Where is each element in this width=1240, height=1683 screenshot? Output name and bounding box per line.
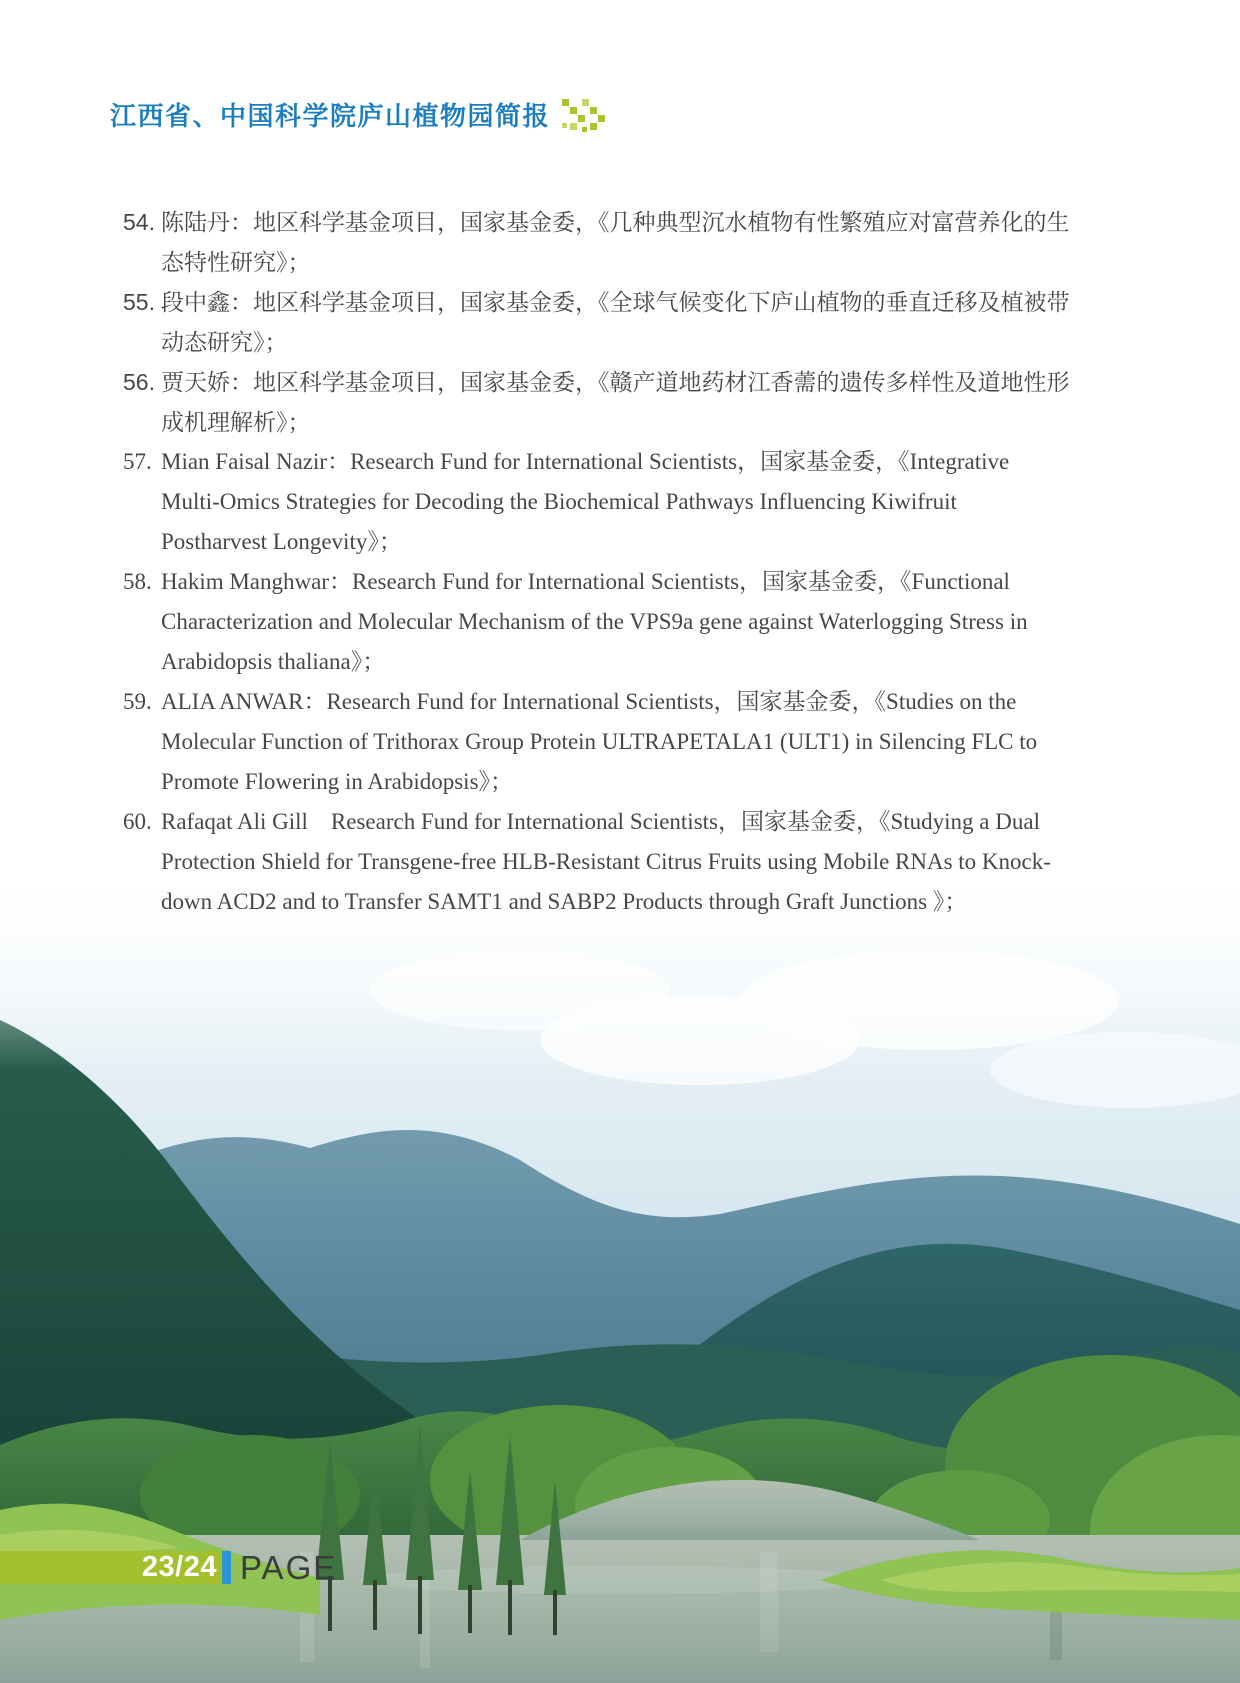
item-number: 56.: [123, 369, 155, 395]
item-text: Protection Shield for Transgene-free HLB-Resistant Citrus Fruits using Mobile RNAs to Knock-: [161, 849, 1051, 874]
list-item-line: [123, 882, 1083, 922]
list-item-line: [123, 282, 1083, 322]
list-item-line: [123, 842, 1083, 882]
item-text: Hakim Manghwar：Research Fund for International Scientists，国家基金委，《Functional: [161, 569, 1010, 594]
item-number: [123, 522, 161, 562]
item-number: [123, 482, 161, 522]
page-number: 23/24: [141, 1551, 217, 1583]
list-item-line: [123, 202, 1083, 242]
divider-bar: [222, 1551, 231, 1584]
item-text: ALIA ANWAR：Research Fund for International Scientists，国家基金委，《Studies on the: [161, 689, 1017, 714]
list-item-line: [123, 682, 1083, 722]
item-number: 55.: [123, 289, 155, 315]
list-item-line: [123, 362, 1083, 402]
list-item-line: [123, 402, 1083, 442]
project-list: [123, 202, 1083, 922]
item-number: [123, 722, 161, 762]
page-number-bar: [0, 1551, 222, 1584]
item-text: Molecular Function of Trithorax Group Protein ULTRAPETALA1 (ULT1) in Silencing FLC to: [161, 729, 1038, 754]
item-number: 54.: [123, 209, 155, 235]
item-number: 59.: [123, 689, 152, 714]
item-text: 陈陆丹：地区科学基金项目，国家基金委，《几种典型沉水植物有性繁殖应对富营养化的生: [161, 209, 1070, 235]
item-number: [123, 602, 161, 642]
item-number: 57.: [123, 449, 152, 474]
item-text: 贾天娇：地区科学基金项目，国家基金委，《赣产道地药材江香薷的遗传多样性及道地性形: [161, 369, 1070, 395]
item-number: 58.: [123, 569, 152, 594]
item-text: Rafaqat Ali Gill Research Fund for International Scientists，国家基金委，《Studying a Dual: [161, 809, 1040, 834]
item-text: 动态研究》；: [161, 329, 288, 355]
list-item-line: [123, 322, 1083, 362]
item-text: down ACD2 and to Transfer SAMT1 and SABP2 Products through Graft Junctions 》；: [161, 889, 968, 914]
item-number: [123, 882, 161, 922]
item-text: 成机理解析》；: [161, 409, 311, 435]
list-item-line: [123, 602, 1083, 642]
item-text: Characterization and Molecular Mechanism of the VPS9a gene against Waterlogging Stress in: [161, 609, 1028, 634]
list-item-line: [123, 242, 1083, 282]
item-number: [123, 242, 161, 282]
list-item-line: [123, 642, 1083, 682]
double-chevron-icon: [562, 97, 606, 133]
item-number: [123, 762, 161, 802]
item-number: [123, 322, 161, 362]
item-number: [123, 402, 161, 442]
list-item-line: [123, 722, 1083, 762]
page-title: 江西省、中国科学院庐山植物园简报: [110, 101, 551, 131]
item-number: [123, 842, 161, 882]
page-header: [110, 96, 606, 133]
item-text: 态特性研究》；: [161, 249, 311, 275]
item-text: Arabidopsis thaliana》；: [161, 649, 386, 674]
list-item-line: [123, 522, 1083, 562]
item-number: [123, 642, 161, 682]
item-text: Mian Faisal Nazir：Research Fund for International Scientists，国家基金委，《Integrative: [161, 449, 1010, 474]
item-text: Postharvest Longevity》；: [161, 529, 402, 554]
list-item-line: [123, 482, 1083, 522]
list-item-line: [123, 802, 1083, 842]
page-footer: [0, 1548, 338, 1586]
item-text: Multi-Omics Strategies for Decoding the Biochemical Pathways Influencing Kiwifruit: [161, 489, 957, 514]
page-label: PAGE: [240, 1548, 338, 1586]
list-item-line: [123, 442, 1083, 482]
item-text: Promote Flowering in Arabidopsis》；: [161, 769, 514, 794]
list-item-line: [123, 762, 1083, 802]
list-item-line: [123, 562, 1083, 602]
item-text: 段中鑫：地区科学基金项目，国家基金委，《全球气候变化下庐山植物的垂直迁移及植被带: [161, 289, 1070, 315]
item-number: 60.: [123, 809, 152, 834]
